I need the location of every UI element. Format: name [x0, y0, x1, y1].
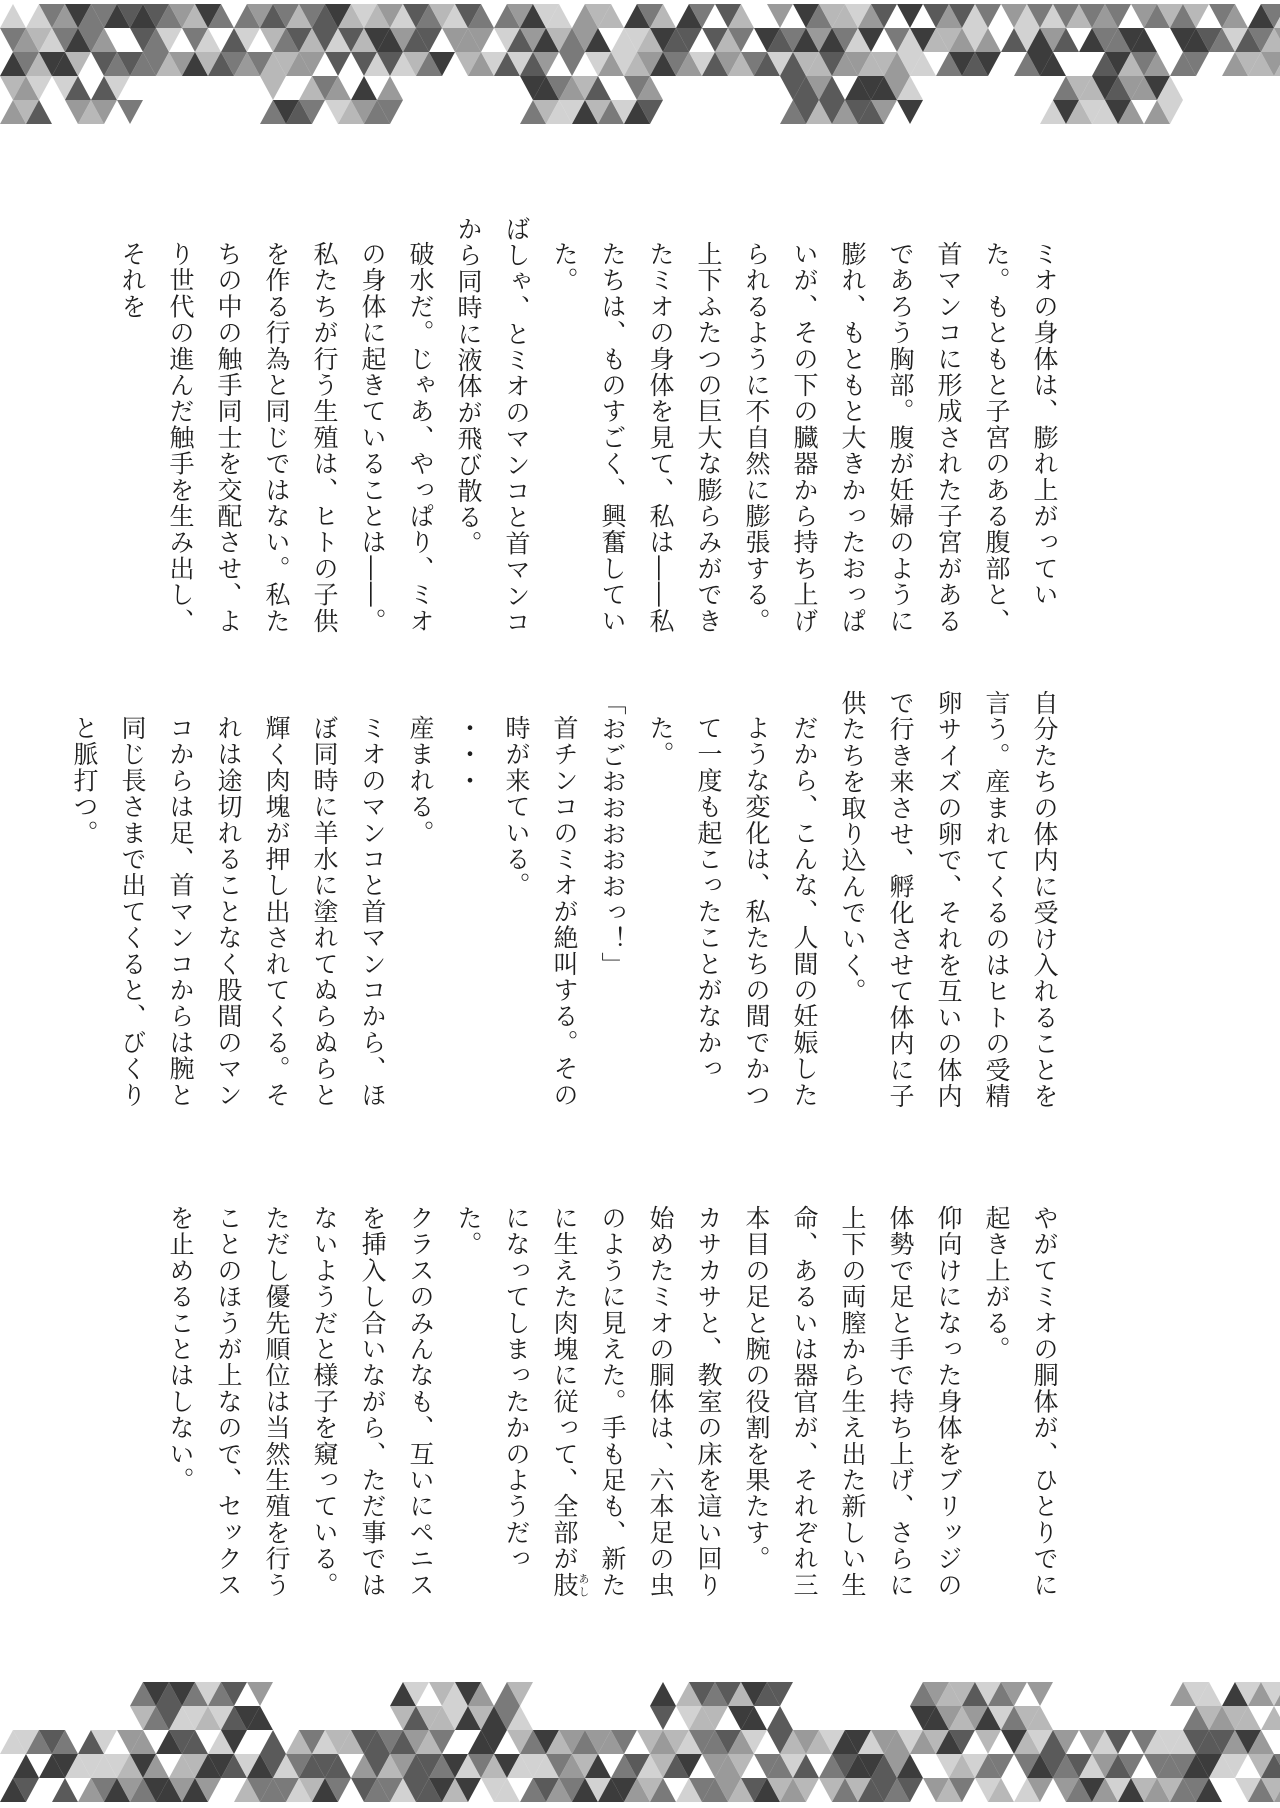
paragraph: ミオのマンコと首マンコから、ほぼ同時に羊水に塗れてぬらぬらと輝く肉塊が押し出されてくる。それは途切れることなく股間のマンコからは足、首マンコからは腕と同じ長さまで出てくると、びくりと脈打つ。 — [70, 715, 387, 1108]
text-section-2 — [70, 690, 1068, 1120]
triangle-tile — [260, 1730, 286, 1754]
paragraph-with-ruby: カサカサと、教室の床を這い回り始めたミオの胴体は、六本足の虫のように見えた。手も足も、新たに生えた肉塊に従って、全部が肢あしになってしまったかのようだった。 — [454, 1205, 723, 1599]
paragraph: クラスのみんなも、互いにペニスを挿入し合いながら、ただ事ではないようだと様子を窺っている。ただし優先順位は当然生殖を行うことのほうが上なので、セックスを止めることはしない。 — [166, 1205, 435, 1598]
text-section-3 — [166, 1180, 1068, 1610]
paragraph: やがてミオの胴体が、ひとりでに起き上がる。 — [982, 1205, 1059, 1598]
paragraph: 私たちが行う生殖は、ヒトの子供を作る行為と同じではない。私たちの中の触手同士を交配させ、より世代の進んだ触手を生み出し、それを — [118, 241, 339, 634]
dialogue-line: 「おごおおおおおっ！」 — [598, 690, 627, 979]
paragraph: 上下ふたつの巨大な膨らみができたミオの身体を見て、私は――私たちは、ものすごく、興奮していた。 — [550, 241, 723, 634]
triangle-tile — [650, 1682, 676, 1706]
paragraph: ミオの身体は、膨れ上がっていた。もともと子宮のある腹部と、首マンコに形成された子宮があるであろう胸部。腹が妊婦のように膨れ、もともと大きかったおっぱいが、その下の臓器から持ち上げられるように不自然に膨張する。 — [742, 241, 1059, 634]
triangle-pattern — [0, 1672, 1280, 1808]
triangle-tile — [975, 1730, 1001, 1754]
paragraph: 首チンコのミオが絶叫する。その時が来ている。 — [502, 715, 579, 1108]
triangle-tile — [52, 1778, 78, 1802]
ellipsis-line: ・・・ — [454, 715, 483, 794]
bottom-triangle-border — [0, 1672, 1280, 1808]
ruby-annotation: 肢あし — [550, 1571, 590, 1599]
triangle-tile — [1261, 1706, 1280, 1730]
paragraph: 仰向けになった身体をブリッジの体勢で足と手で持ち上げ、さらに上下の両膣から生え出た新しい生命、あるいは器官が、それぞれ三本目の足と腕の役割を果たす。 — [742, 1205, 963, 1598]
paragraph: 自分たちの体内に受け入れることを言う。産まれてくるのはヒトの受精卵サイズの卵で、それを互いの体内で行き来させ、孵化させて体内に子供たちを取り込んでいく。 — [838, 690, 1059, 1110]
triangle-tile — [13, 1754, 39, 1778]
text-section-1 — [118, 216, 1068, 646]
triangle-tile — [247, 1682, 273, 1706]
triangle-tile — [767, 1706, 793, 1730]
triangle-tile — [1027, 1682, 1053, 1706]
paragraph: 産まれる。 — [406, 715, 435, 846]
paragraph: ばしゃ、とミオのマンコと首マンコから同時に液体が飛び散る。 — [454, 216, 531, 636]
paragraph: 破水だ。じゃあ、やっぱり、ミオの身体に起きていることは――。 — [358, 241, 435, 634]
paragraph: だから、こんな、人間の妊娠したような変化は、私たちの間でかつて一度も起こったことがなかった。 — [646, 715, 819, 1108]
triangle-tile — [650, 1706, 676, 1730]
